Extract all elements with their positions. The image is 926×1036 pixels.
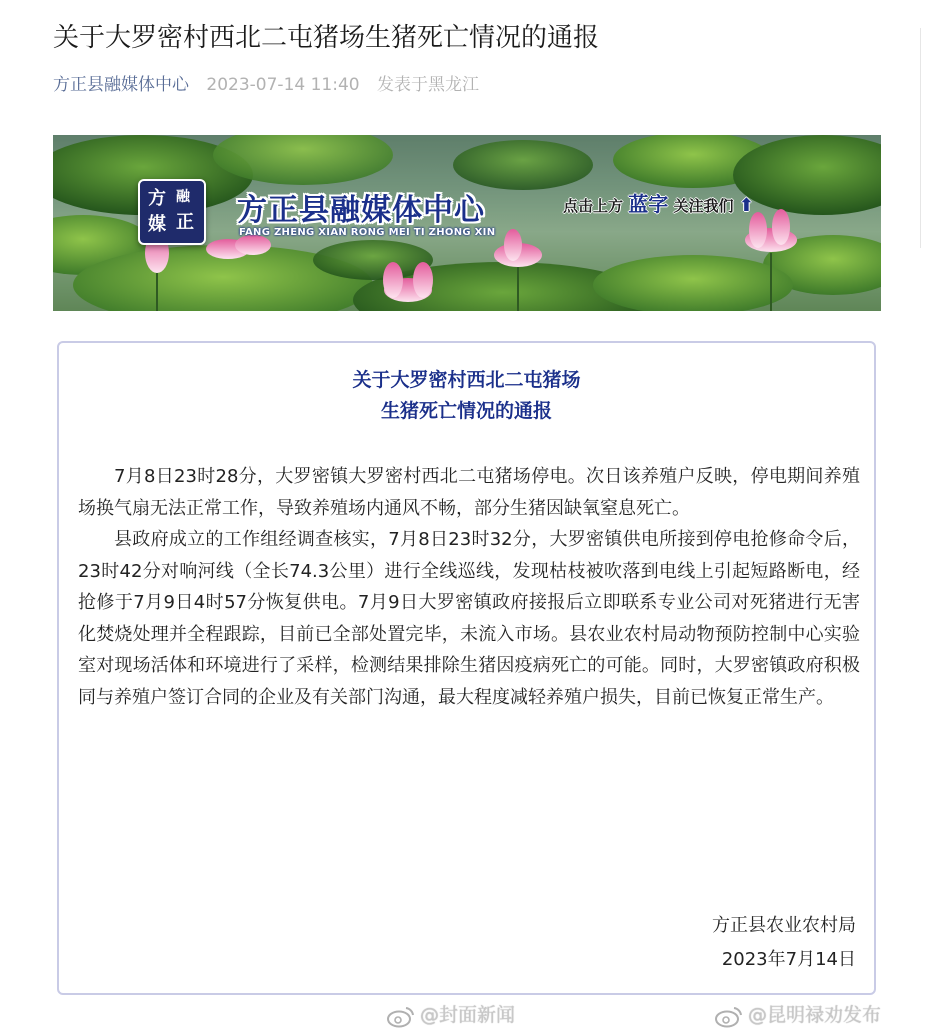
article-meta: [53, 72, 479, 98]
notice-box: [57, 341, 876, 995]
notice-title: [59, 365, 874, 427]
weibo-icon: [714, 1004, 744, 1028]
publish-location: 发表于黑龙江: [377, 75, 480, 95]
watermark: [386, 1001, 515, 1029]
cta-suffix: 关注我们: [673, 197, 734, 215]
banner-follow-prompt: [563, 189, 754, 219]
logo-char: 媒: [148, 214, 166, 235]
side-divider: [920, 28, 921, 248]
banner-pinyin: FANG ZHENG XIAN RONG MEI TI ZHONG XIN: [239, 227, 496, 238]
article-title: 关于大罗密村西北二屯猪场生猪死亡情况的通报: [53, 23, 600, 53]
signature-org: 方正县农业农村局: [712, 915, 856, 936]
notice-paragraph: 县政府成立的工作组经调查核实，7月8日23时32分，大罗密镇供电所接到停电抢修命令后，23时42分对响河线（全长74.3公里）进行全线巡线，发现枯枝被吹落到电线上引起短路断电，经抢修于7月9日4时57分恢复供电。7月9日大罗密镇政府接报后立即联系专业公司对死猪进行无害化焚烧处理并全程跟踪，目前已全部处置完毕，未流入市场。县农业农村局动物预防控制中心实验室对现场活体和环境进行了采样，检测结果排除生猪因疫病死亡的可能。同时，大罗密镇政府积极同与养殖户签订合同的企业及有关部门沟通，最大程度减轻养殖户损失，目前已恢复正常生产。: [78, 529, 860, 708]
weibo-icon: [386, 1004, 416, 1028]
signature-date: 2023年7月14日: [721, 949, 856, 970]
notice-title-line: 关于大罗密村西北二屯猪场: [352, 369, 581, 391]
arrow-up-icon: ⬆: [738, 195, 754, 216]
publish-time: 2023-07-14 11:40: [206, 75, 360, 95]
cta-prefix: 点击上方: [563, 197, 624, 215]
media-logo: [138, 179, 206, 245]
watermark-text: @封面新闻: [420, 1004, 516, 1026]
logo-char: 方: [148, 188, 166, 209]
notice-paragraph: 7月8日23时28分，大罗密镇大罗密村西北二屯猪场停电。次日该养殖户反映，停电期间养殖场换气扇无法正常工作，导致养殖场内通风不畅，部分生猪因缺氧窒息死亡。: [78, 466, 860, 519]
watermark: [714, 1001, 881, 1029]
logo-char: 正: [176, 212, 194, 233]
banner-media-name: 方正县融媒体中心: [237, 193, 485, 228]
notice-title-line: 生猪死亡情况的通报: [380, 400, 552, 422]
notice-body: [78, 461, 860, 713]
account-name-link[interactable]: 方正县融媒体中心: [53, 75, 189, 95]
cta-blue-text: 蓝字: [628, 192, 669, 216]
watermark-text: @昆明禄劝发布: [748, 1004, 882, 1026]
header-banner-image: [53, 135, 881, 311]
logo-char: 融: [176, 189, 190, 205]
